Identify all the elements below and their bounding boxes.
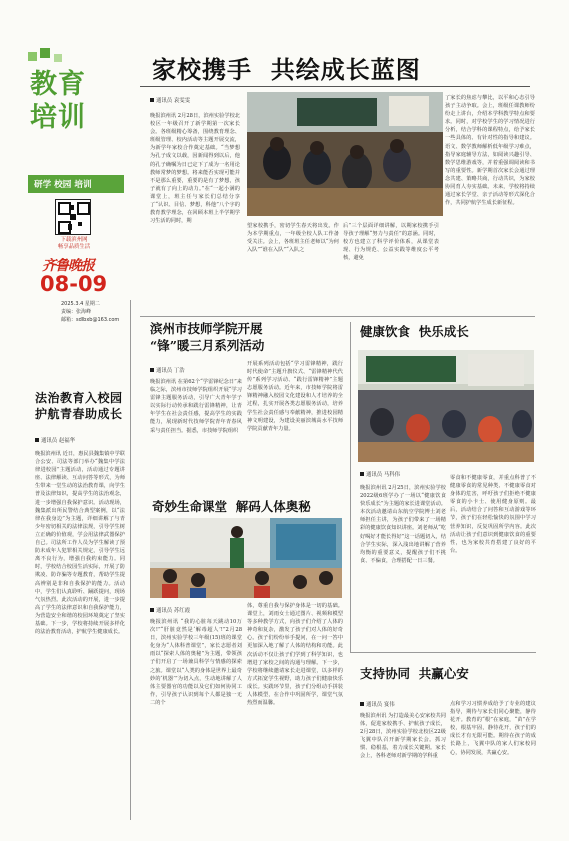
lead-col2: 望家校携手，密切学生春天将出发。作为本学期重点，一年级全校人队工作备受关注。会上，各班班主任老师以“为何入队”“谁在入队”“入队之: [247, 223, 339, 254]
section-title: 教育 培训: [30, 69, 86, 133]
support-col1: 晚报滨州讯 为打造最美心安家校共同体，促进家校携手、护航孩子成长，2月28日，滨州实验学校北校区22级飞翼中队召开新学期家长会。抓习惯、稳根基，着力成长关键期。家长会上，各科老师对新学期的学科重: [360, 713, 446, 760]
lead-byline: 通讯员 袁雯雯: [150, 96, 190, 104]
lead-col4: 了家长的焦虑与攀比，以平和心态引导孩子主动争取。会上，班级任课教师纷纷走上讲台，介绍本学科教学特点和要求。同时，对学校学生的学习情况进行分析，结合学科的课程特点，给予家长一些具体的、有针对性的指导和建议。语文、数学教师解析低年级学习难点，指导家庭辅导方法，如阅读兴趣引导、数学思维游戏等，并着重强调阅读和书写的重要性。新学期首次家长会通过理念共建、策略共商，行动共识，为家校协同育人夯实基础。未来，学校将持续通过家长学堂、亲子活动等形式深化合作，共同护航学生成长新征程。: [445, 95, 535, 207]
support-col2: 点和学习习惯养成给予了专业的建议指导，期待与家长们同心聚能，静待花开。教育的“根”在家庭，“苗”在学校，根基牢固，静待花开，孩子们的成长才有无限可能。期待在孩子的成长路上，飞翼中队的家人们家校同心，协同发展，共赢心安。: [450, 701, 536, 756]
article-law-body: 晚报滨州讯 近日，惠民县魏集镇中学联合公安、司法等部门举办“魏集中学法律进校园”主题活动，活动通过专题讲座、法律解读、互动问答等形式，为师生带来一堂生动的法治教育课，向学生普及法律知识，提高学生的法治观念，进一步增强自我保护意识。活动现场，魏集派出所民警结合典型案例，以“法律在我身边”为主题，详细讲解了与青少年密切相关的法律法规，引导学生树立正确的价值观，学会用法律武器保护自己。司法所工作人员为学生解读了预防未成年人犯罪相关规定，引导学生远离不良行为，增强自我约束能力。同时，学校结合校园生活实际，开展了防欺凌、防诈骗等专题教育，帮助学生提高辨别是非和自我保护的能力。活动中，学生们认真聆听、踊跃提问，现场气氛热烈。此次活动的开展，进一步提高了学生的法律意识和自我保护能力，为营造安全和谐的校园环境奠定了坚实基础。下一步，学校将持续开展多样化的法治教育活动，护航学生健康成长。: [35, 451, 125, 636]
class-title: 奇妙生命课堂 解码人体奥秘: [152, 499, 311, 514]
health-title: 健康饮食 快乐成长: [360, 324, 469, 339]
class-photo: [150, 518, 342, 598]
class-col1: 晚报滨州讯 “我的心脏每天跳动10万次!”“肝脏竟然是‘解毒超人’!”2月28日，滨州实验学校三年级(15)班的课堂化身为“人体科普课堂”，家长志愿者刘雨以“探索人体的奥秘”为主题，带领孩子们开启了一场兼具科学与情感的探索之旅。课堂以“人类的身体是世界上最奇妙的‘机器’”为切入点，生动地讲解了人体主要器官的功能以及它们如何协同工作，引导孩子认识到每个人都是独一无二的个: [150, 619, 242, 706]
decor-squares: [28, 48, 78, 64]
editor: 责编：张海峰: [61, 309, 92, 315]
lead-col3: 后”三个层面详细讲解，以期家校携手引导孩子理解“努力与责任”的意涵。同时，校方也建立了科学评价体系，从课堂表现、行为规范、公益实践等维度公平考核，避免: [343, 223, 439, 262]
section-divider: [140, 316, 535, 317]
health-byline: 通讯员 马科伟: [360, 470, 400, 478]
lead-photo: [247, 92, 443, 216]
column-divider: [350, 322, 351, 652]
article-law: [35, 390, 125, 810]
lead-title: 家校携手 共绘成长蓝图: [152, 55, 421, 84]
health-col1: 晚报滨州讯 2月25日，滨州实验学校2022级6班学办了一场以“健康饮食 快乐成长”为主题的家长进课堂活动。本次活动邀请山东航空学院博士刘老师担任主讲，为孩子们带来了一场精彩的健康饮食知识讲座。刘老师从“吃好喝好才能长得好”这一话题切入，结合学生实际，深入浅出地讲解了营养均衡的重要意义，提醒孩子们不挑食、不偏食，合理搭配一日三餐。: [360, 485, 446, 564]
tagline-bar: [28, 175, 124, 193]
masthead: [0, 0, 128, 390]
issue-date: 2025.3.4 星期二: [61, 301, 100, 307]
tech-byline: 通讯员 丁浩: [150, 366, 185, 374]
support-title: 支持协同 共赢心安: [360, 666, 469, 681]
support-byline: 通讯员 宴伟: [360, 700, 395, 708]
tagline: 研学 校园 培训: [34, 180, 92, 190]
section-divider: [350, 652, 536, 653]
health-photo: [358, 350, 534, 462]
class-col2: 体，尊重自我与保护身体是一切的基础。课堂上，刘雨女士通过图片、视频和模型等多种教学方式，向孩子们介绍了人体的神奇和复杂，激发了孩子们对人体的好奇心。孩子们纷纷举手提问，在一问一答中更加深入地了解了人体的结构和功能。此次活动不仅让孩子们学到了科学知识，也增进了家校之间的沟通与理解。下一步，学校将继续邀请家长走进课堂，以多样的方式拓宽学生视野，助力孩子们健康快乐成长。实践环节里，孩子们分组动手拼装人体模型，在合作中巩固所学，课堂气氛热烈而温馨。: [247, 603, 343, 707]
tech-col1: 晚报滨州讯 在第62个“学雷锋纪念日”来临之际，滨州市技师学院组织开展“学习雷锋主题服务活动，引导广大青年学子以实际行动传承和践行雷锋精神，让青年学生在社会责任感，提高学生的实践能力，展现新时代技师学院青年青春风采与责任担当。据悉，市技师学院组织: [150, 379, 242, 434]
column-divider: [130, 300, 131, 820]
health-col2: 零食和不健康零食，并重点科普了不健康零食的常见种类、不健康零食对身体的危害，呼吁孩子们拒绝不健康零食的小卡士、使用健身原则。最后，活动结合了问答和互动游戏等环节，孩子们在轻松愉快的氛围中学习营养知识，反复巩固所学内容。此次活动让孩子们意识到健康饮食的重要性，也为家校共育搭建了良好的平台。: [450, 475, 536, 554]
lead-col1: 晚报滨州讯 2月28日，滨州实验学校北校区一年级召开了新学期第一次家长会。各班级精心筹备，围绕教育理念、班级管理、校内活动等主题开展交流，为新学年家校合作奠定基础。“当梦想为孔子成文以载，因新闻得到以后，他的孔子确嘱为日已定下了成为一名用论教师常梦的梦想。将来能否实现可能并不是那么重要，重要的是有了梦想，孩子就有了向上的动力。”在“一起小满的课堂上，班主任与家长们总结分享了“认识、目信、梦想，科他”八个字的教育教学理念，在回顾本班上半学期学习生活的同时，期: [150, 113, 240, 225]
article-law-title: 法治教育入校园 护航青春助成长: [35, 391, 123, 421]
page-number: 08-09: [40, 272, 108, 296]
paper-name-logo: 齐鲁晚报: [42, 258, 94, 274]
tech-title: 滨州市技师学院开展 “锋”暖三月系列活动: [150, 321, 265, 353]
article-law-byline: 通讯员 赵福华: [35, 436, 125, 444]
qr-code-icon[interactable]: [55, 199, 91, 235]
qr-caption: 下载滨州网 畅享品质生活: [57, 237, 91, 250]
lead-title-underline: [140, 86, 530, 87]
email: 邮箱：sdlbxb@163.com: [61, 317, 120, 323]
class-byline: 通讯员 苏红霞: [150, 606, 190, 614]
tech-col2: 开展系列活动包括“学习雷锋精神，践行时代使命”主题升旗仪式、“雷锋精神代代传”系列学习活动、“践行雷锋精神”主题志愿服务活动。近年来，市技师学院将雷锋精神融入校园文化建设和人才培养的全过程，扎实开展各类志愿服务活动，培养学生社会责任感与奉献精神，推进校园精神文明建设，为建设美丽滨城高水平技师学院贡献青年力量。: [247, 361, 343, 432]
